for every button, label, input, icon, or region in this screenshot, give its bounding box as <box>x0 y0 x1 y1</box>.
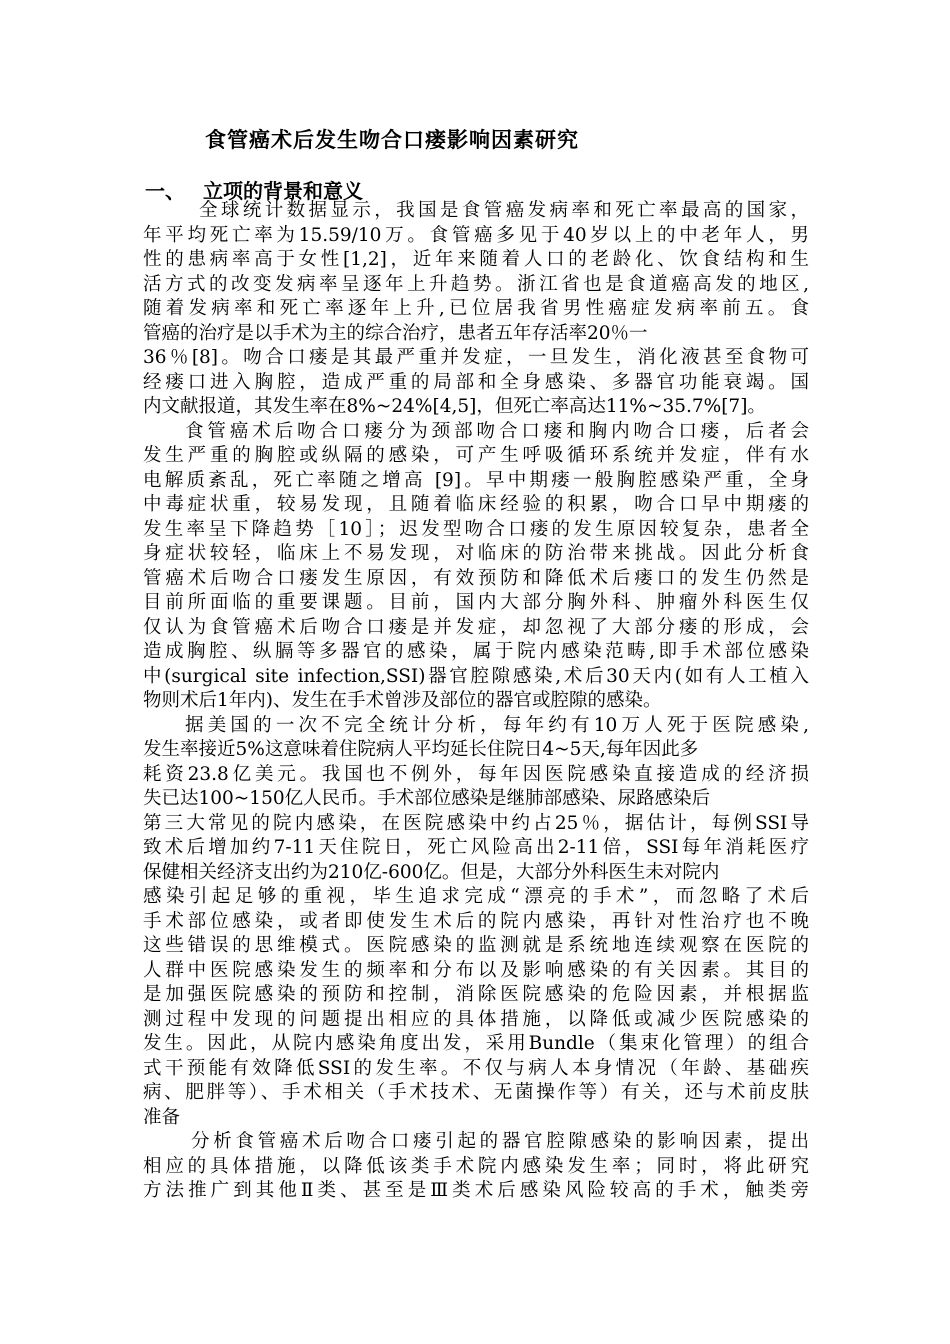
text-line: 造成胸腔、纵膈等多器官的感染，属于院内感染范畴,即手术部位感染 <box>143 641 809 662</box>
text-line: 式干预能有效降低SSI的发生率。不仅与病人本身情况（年龄、基础疾 <box>143 1057 809 1079</box>
paragraph <box>143 714 809 1131</box>
text-line: 经瘘口进入胸腔，造成严重的局部和全身感染、多器官功能衰竭。国 <box>143 371 809 393</box>
text-line: 保健相关经济支出约为210亿-600亿。但是，大部分外科医生未对院内 <box>143 861 720 883</box>
text-line: 准备 <box>143 1106 181 1128</box>
text-line: 性的患病率高于女性[1,2]，近年来随着人口的老龄化、饮食结构和生 <box>143 249 809 270</box>
text-line: 失已达100~150亿人民币。手术部位感染是继肺部感染、尿路感染后 <box>143 788 711 809</box>
text-line: 仅认为食管癌术后吻合口瘘是并发症，却忽视了大部分瘘的形成，会 <box>143 616 809 638</box>
text-line: 全球统计数据显示，我国是食管癌发病率和死亡率最高的国家， <box>199 200 809 221</box>
text-line: 管癌的治疗是以手术为主的综合治疗，患者五年存活率20％一 <box>143 322 648 344</box>
text-line: 内文献报道，其发生率在8%~24%[4,5]，但死亡率高达11%~35.7%[7]。 <box>143 396 766 417</box>
text-line: 36％[8]。吻合口瘘是其最严重并发症，一旦发生，消化液甚至食物可 <box>143 347 809 368</box>
text-line: 发生率接近5%这意味着住院病人平均延长住院日4~5天,每年因此多 <box>143 739 699 760</box>
text-line: 发生率呈下降趋势［10］；迟发型吻合口瘘的发生原因较复杂，患者全 <box>143 518 809 540</box>
section-heading-text: 立项的背景和意义 <box>203 179 363 203</box>
text-line: 年平均死亡率为15.59/10万。食管癌多见于40岁以上的中老年人，男 <box>143 224 809 246</box>
text-line: 物则术后1年内)、发生在手术曾涉及部位的器官或腔隙的感染。 <box>143 690 662 711</box>
text-line: 人群中医院感染发生的频率和分布以及影响感染的有关因素。其目的 <box>143 959 809 981</box>
text-line: 中(surgical site infection,SSI)器官腔隙感染,术后30天内(如有人工植入 <box>143 665 809 687</box>
text-line: 耗资23.8亿美元。我国也不例外，每年因医院感染直接造成的经济损 <box>143 763 809 785</box>
text-line: 是加强医院感染的预防和控制，消除医院感染的危险因素，并根据监 <box>143 984 809 1005</box>
document-title: 食管癌术后发生吻合口瘘影响因素研究 <box>205 127 579 152</box>
section-number: 一、 <box>145 179 185 203</box>
text-line: 手术部位感染，或者即使发生术后的院内感染，再针对性治疗也不晚 <box>143 910 809 932</box>
paragraph <box>143 1130 809 1204</box>
text-line: 病、肥胖等）、手术相关（手术技术、无菌操作等）有关，还与术前皮肤 <box>143 1082 809 1103</box>
text-line: 发生严重的胸腔或纵隔的感染，可产生呼吸循环系统并发症，伴有水 <box>143 445 809 466</box>
text-line: 据美国的一次不完全统计分析，每年约有10万人死于医院感染, <box>185 714 809 736</box>
document-body <box>143 199 809 1204</box>
text-line: 感染引起足够的重视，毕生追求完成“漂亮的手术”，而忽略了术后 <box>143 886 809 907</box>
text-line: 这些错误的思维模式。医院感染的监测就是系统地连续观察在医院的 <box>143 935 809 956</box>
text-line: 目前所面临的重要课题。目前，国内大部分胸外科、肿瘤外科医生仅 <box>143 592 809 613</box>
text-line: 食管癌术后吻合口瘘分为颈部吻合口瘘和胸内吻合口瘘，后者会 <box>185 420 809 442</box>
text-line: 随着发病率和死亡率逐年上升,已位居我省男性癌症发病率前五。食 <box>143 298 809 319</box>
text-line: 分析食管癌术后吻合口瘘引起的器官腔隙感染的影响因素，提出 <box>191 1131 809 1152</box>
text-line: 测过程中发现的问题提出相应的具体措施，以降低或减少医院感染的 <box>143 1008 809 1030</box>
text-line: 活方式的改变发病率呈逐年上升趋势。浙江省也是食道癌高发的地区, <box>143 273 809 295</box>
text-line: 第三大常见的院内感染，在医院感染中约占25％，据估计，每例SSI导 <box>143 812 809 834</box>
paragraph <box>143 420 809 714</box>
text-line: 电解质紊乱，死亡率随之增高 [9]。早中期瘘一般胸腔感染严重，全身 <box>143 469 809 491</box>
text-line: 管癌术后吻合口瘘发生原因，有效预防和降低术后瘘口的发生仍然是 <box>143 567 809 589</box>
paragraph <box>143 199 809 420</box>
text-line: 中毒症状重，较易发现，且随着临床经验的积累，吻合口早中期瘘的 <box>143 494 809 515</box>
text-line: 方法推广到其他Ⅱ类、甚至是Ⅲ类术后感染风险较高的手术，触类旁 <box>143 1180 809 1201</box>
text-line: 相应的具体措施，以降低该类手术院内感染发生率；同时，将此研究 <box>143 1155 809 1177</box>
text-line: 发生。因此，从院内感染角度出发，采用Bundle（集束化管理）的组合 <box>143 1033 809 1054</box>
text-line: 身症状较轻，临床上不易发现，对临床的防治带来挑战。因此分析食 <box>143 543 809 564</box>
text-line: 致术后增加约7-11天住院日，死亡风险高出2-11倍，SSI每年消耗医疗 <box>143 837 809 858</box>
